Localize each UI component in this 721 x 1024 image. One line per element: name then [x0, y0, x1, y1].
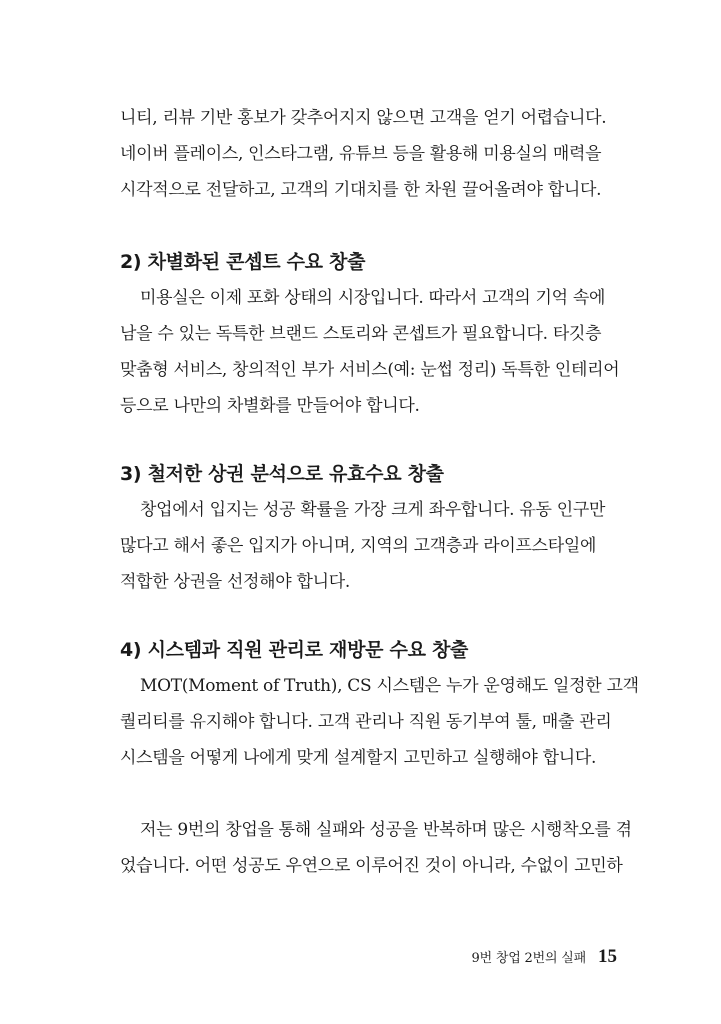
- running-title: 9번 창업 2번의 실패: [471, 951, 586, 966]
- closing-paragraph: [120, 812, 632, 884]
- section-3-line-2: 많다고 해서 좋은 입지가 아니며, 지역의 고객층과 라이프스타일에: [120, 536, 597, 556]
- intro-line-2: 네이버 플레이스, 인스타그램, 유튜브 등을 활용해 미용실의 매력을: [120, 144, 602, 164]
- section-2: [120, 244, 625, 424]
- section-4-line-3: 시스템을 어떻게 나에게 맞게 설계할지 고민하고 실행해야 합니다.: [120, 748, 597, 768]
- closing-line-2: 었습니다. 어떤 성공도 우연으로 이루어진 것이 아니라, 수없이 고민하: [120, 856, 623, 876]
- intro-line-3: 시각적으로 전달하고, 고객의 기대치를 한 차원 끌어올려야 합니다.: [120, 180, 602, 200]
- section-4-line-1: MOT(Moment of Truth), CS 시스템은 누가 운영해도 일정한 고객: [140, 676, 639, 696]
- closing-line-1: 저는 9번의 창업을 통해 실패와 성공을 반복하며 많은 시행착오를 겪: [140, 820, 632, 840]
- section-3-line-3: 적합한 상권을 선정해야 합니다.: [120, 572, 351, 592]
- section-2-line-2: 남을 수 있는 독특한 브랜드 스토리와 콘셉트가 필요합니다. 타깃층: [120, 324, 602, 344]
- section-2-line-3: 맞춤형 서비스, 창의적인 부가 서비스(예: 눈썹 정리) 독특한 인테리어: [120, 360, 620, 380]
- intro-paragraph: [120, 100, 625, 208]
- section-3: [120, 456, 625, 600]
- section-4-heading: 4) 시스템과 직원 관리로 재방문 수요 창출: [120, 639, 469, 661]
- section-4-line-2: 퀄리티를 유지해야 합니다. 고객 관리나 직원 동기부여 툴, 매출 관리: [120, 712, 612, 732]
- intro-line-1: 니티, 리뷰 기반 홍보가 갖추어지지 않으면 고객을 얻기 어렵습니다.: [120, 108, 607, 128]
- section-3-heading: 3) 철저한 상권 분석으로 유효수요 창출: [120, 463, 444, 485]
- section-3-line-1: 창업에서 입지는 성공 확률을 가장 크게 좌우합니다. 유동 인구만: [140, 500, 606, 520]
- section-2-heading: 2) 차별화된 콘셉트 수요 창출: [120, 251, 366, 273]
- section-4: [120, 632, 639, 776]
- page-number: 15: [598, 946, 617, 967]
- section-2-line-1: 미용실은 이제 포화 상태의 시장입니다. 따라서 고객의 기억 속에: [140, 288, 606, 308]
- page-footer: [472, 946, 617, 968]
- section-2-line-4: 등으로 나만의 차별화를 만들어야 합니다.: [120, 396, 420, 416]
